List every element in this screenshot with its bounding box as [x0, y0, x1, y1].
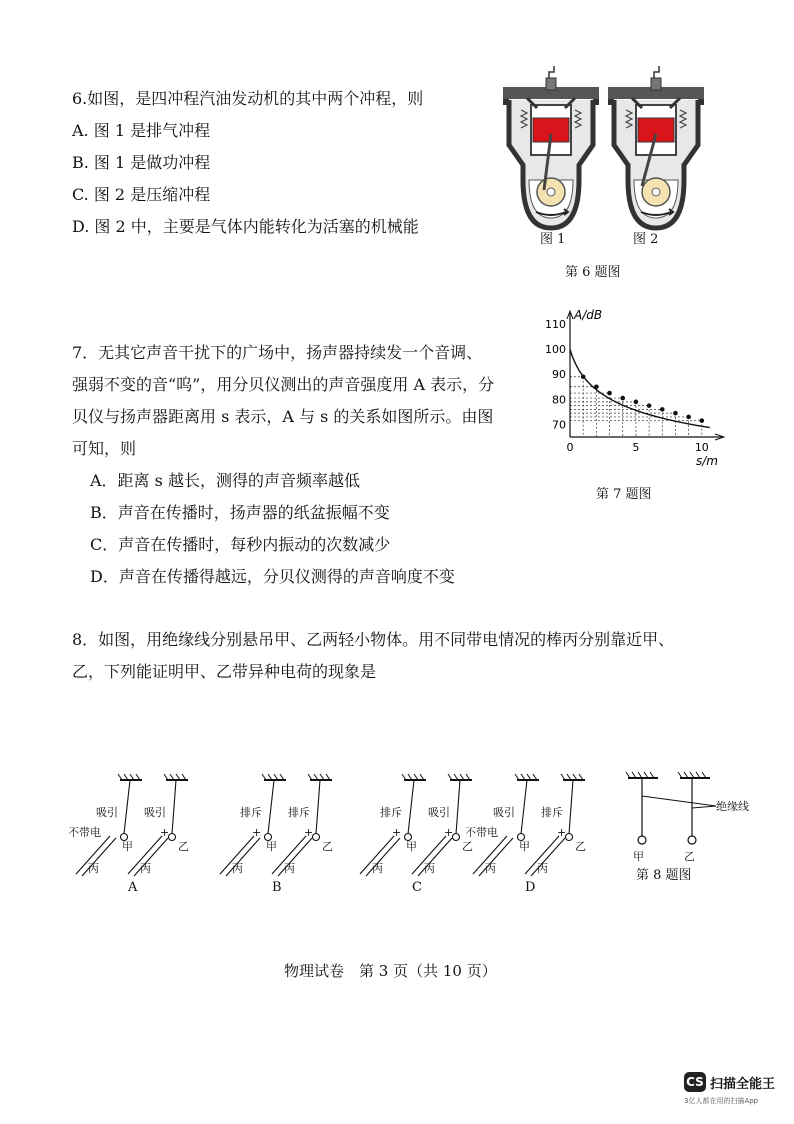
chart-points [581, 374, 704, 423]
q6-fig1-label: 图 1 [540, 232, 566, 247]
q7-stem-line-1: 7．无其它声音干扰下的广场中，扬声器持续发一个音调、 [72, 343, 483, 362]
chart-y-tick: 100 [545, 343, 566, 357]
q6-caption: 第 6 题图 [565, 265, 621, 280]
panel-left-bing: 丙 [232, 862, 243, 875]
q6-engine-figures [496, 62, 706, 232]
chart-point [634, 400, 639, 405]
panel-letter: C [412, 880, 422, 895]
q7-option-a: A．距离 s 越长，测得的声音频率越低 [90, 471, 360, 490]
chart-y-tick: 80 [552, 393, 566, 407]
panel-yi: 乙 [462, 840, 473, 853]
panel-right-effect: 排斥 [288, 806, 310, 819]
panel-left-effect: 吸引 [96, 806, 118, 819]
chart-point [607, 391, 612, 396]
chart-x-label: s/m [696, 454, 718, 468]
chart-y-tick: 90 [552, 368, 566, 382]
chart-point [673, 411, 678, 416]
chart-x-tick: 10 [694, 441, 709, 454]
q8-stem-line-2: 乙，下列能证明甲、乙带异种电荷的现象是 [72, 662, 377, 681]
q7-stem-line-4: 可知，则 [72, 439, 137, 458]
panel-left-charge: 不带电 [68, 826, 101, 839]
scanner-tagline: 3亿人都在用的扫描App [684, 1097, 759, 1105]
chart-point [581, 374, 586, 379]
chart-x-tick: 0 [566, 441, 574, 454]
chart-y-tick: 70 [552, 418, 566, 432]
panel-left-effect: 吸引 [493, 806, 515, 819]
q6-fig2-label: 图 2 [633, 232, 659, 247]
panel-right-bing: 丙 [537, 862, 548, 875]
q7-caption: 第 7 题图 [596, 487, 652, 502]
panel-yi: 乙 [178, 840, 189, 853]
chart-y-ticks [545, 318, 566, 431]
panel-right-charge: + [304, 826, 314, 839]
q6-option-d: D. 图 2 中，主要是气体内能转化为活塞的机械能 [72, 217, 419, 236]
q6-option-a: A. 图 1 是排气冲程 [72, 121, 211, 140]
chart-point [594, 384, 599, 389]
panel-left-bing: 丙 [88, 862, 99, 875]
panel-right-effect: 吸引 [428, 806, 450, 819]
panel-left-bing: 丙 [372, 862, 383, 875]
panel-right-charge: + [160, 826, 170, 839]
chart-point [660, 407, 665, 412]
panel-left-effect: 排斥 [240, 806, 262, 819]
panel-jia: 甲 [122, 840, 133, 853]
panel-yi: 乙 [575, 840, 586, 853]
chart-point [620, 396, 625, 401]
chart-point [700, 418, 705, 423]
chart-x-tick: 5 [632, 441, 640, 454]
scanner-app-name: 扫描全能王 [710, 1077, 776, 1092]
panel-right-bing: 丙 [284, 862, 295, 875]
panel-letter: D [525, 880, 536, 895]
page-footer: 物理试卷 第 3 页（共 10 页） [284, 962, 497, 980]
panel-left-effect: 排斥 [380, 806, 402, 819]
panel-left-charge: 不带电 [465, 826, 498, 839]
panel-left-charge: + [252, 826, 262, 839]
q8-caption: 第 8 题图 [636, 868, 692, 883]
q7-option-b: B．声音在传播时，扬声器的纸盆振幅不变 [90, 503, 390, 522]
q7-option-d: D．声音在传播得越远，分贝仪测得的声音响度不变 [90, 567, 455, 586]
chart-point [647, 403, 652, 408]
q6-option-c: C. 图 2 是压缩冲程 [72, 185, 211, 204]
chart-y-label: A/dB [574, 308, 603, 322]
panel-right-effect: 排斥 [541, 806, 563, 819]
q7-stem-line-3: 贝仪与扬声器距离用 s 表示，A 与 s 的关系如图所示。由图 [72, 407, 494, 426]
panel-jia: 甲 [519, 840, 530, 853]
q8-fig8-yi: 乙 [684, 850, 695, 863]
panel-right-bing: 丙 [140, 862, 151, 875]
panel-jia: 甲 [266, 840, 277, 853]
q8-insulating-label: 绝缘线 [716, 800, 749, 813]
panel-letter: B [272, 880, 282, 895]
q8-stem-line-1: 8．如图，用绝缘线分别悬吊甲、乙两轻小物体。用不同带电情况的棒丙分别靠近甲、 [72, 630, 675, 649]
panel-left-bing: 丙 [485, 862, 496, 875]
chart-point [686, 415, 691, 420]
q6-option-b: B. 图 1 是做功冲程 [72, 153, 211, 172]
panel-yi: 乙 [322, 840, 333, 853]
panel-right-charge: + [444, 826, 454, 839]
panel-letter: A [128, 880, 138, 895]
panel-left-charge: + [392, 826, 402, 839]
panel-jia: 甲 [406, 840, 417, 853]
scanner-logo-icon: CS [684, 1072, 706, 1092]
q7-stem-line-2: 强弱不变的音“呜”，用分贝仪测出的声音强度用 A 表示，分 [72, 375, 495, 394]
q7-option-c: C．声音在传播时，每秒内振动的次数减少 [90, 535, 391, 554]
q8-fig8-jia: 甲 [633, 850, 644, 863]
panel-right-effect: 吸引 [144, 806, 166, 819]
chart-gridlines [570, 377, 702, 437]
panel-right-charge: + [557, 826, 567, 839]
panel-right-bing: 丙 [424, 862, 435, 875]
q7-chart [530, 305, 730, 470]
chart-x-ticks [567, 441, 709, 454]
chart-y-tick: 110 [545, 318, 566, 332]
q6-stem: 6.如图，是四冲程汽油发动机的其中两个冲程，则 [72, 89, 424, 108]
